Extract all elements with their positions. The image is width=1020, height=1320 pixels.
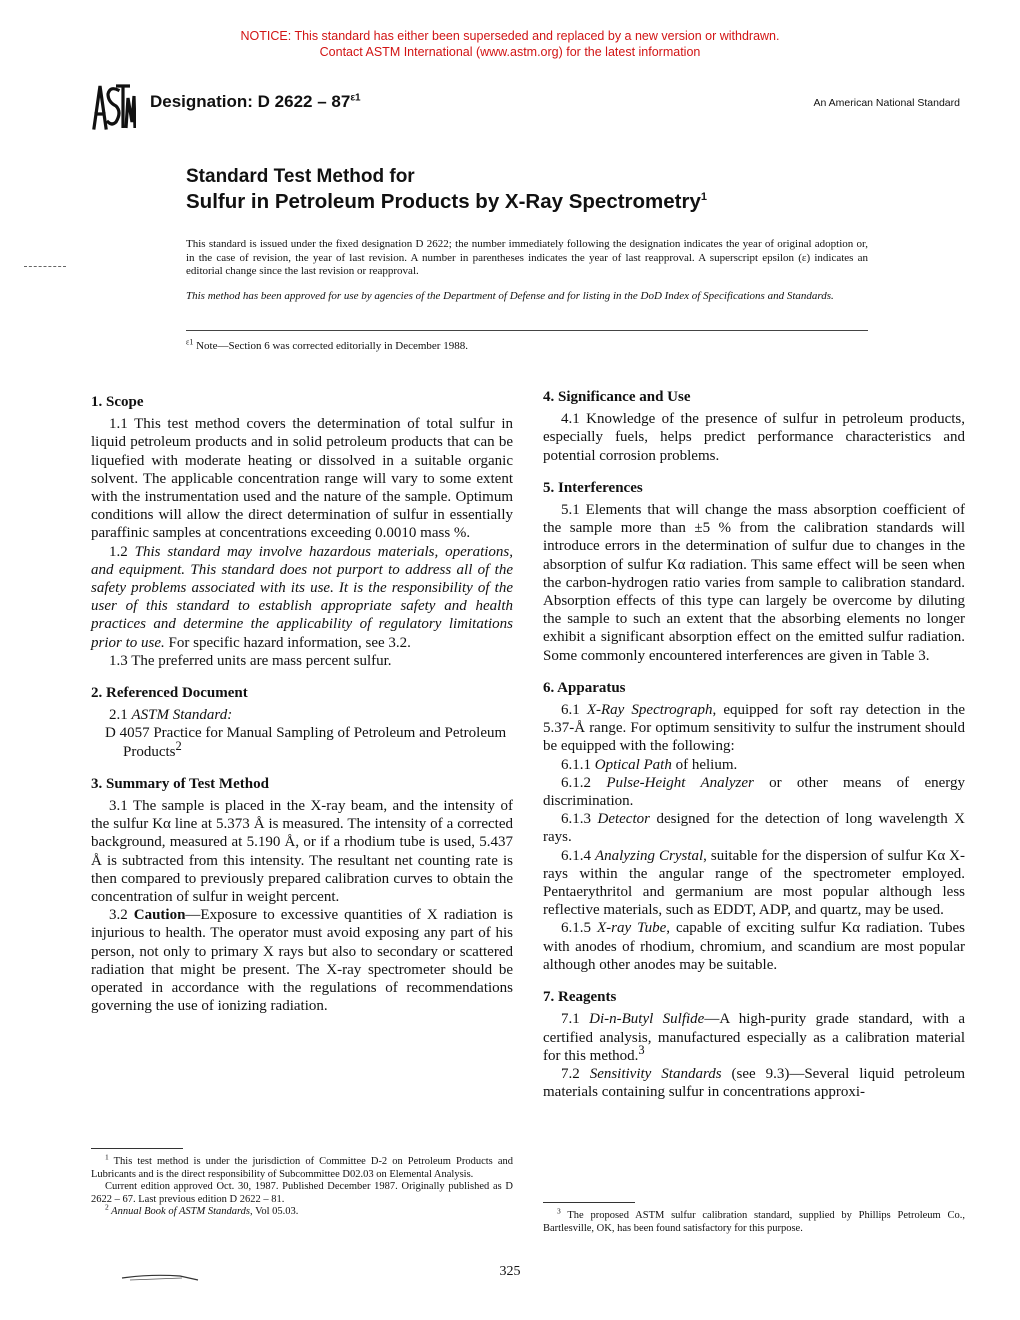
footnote-3-mark: 3 xyxy=(557,1206,561,1216)
american-national-standard-label: An American National Standard xyxy=(813,97,960,109)
footnote-1-text: This test method is under the jurisdiction of Committee D-2 on Petroleum Products and Lubricants and is the direct responsibility of Subcommittee D02.03 on Elemental Analysis. xyxy=(91,1156,513,1180)
right-column xyxy=(543,388,965,1101)
note-epsilon: ε1 xyxy=(186,337,194,347)
para-6-1-2 xyxy=(543,774,965,810)
para-2-1 xyxy=(91,706,513,724)
para-6-1-3-num: 6.1.3 xyxy=(561,811,598,828)
para-6-1-1 xyxy=(543,756,965,774)
title-footnote-mark: 1 xyxy=(700,191,708,204)
para-3-2-text: —Exposure to excessive quantities of X radiation is injurious to health. The operator must avoid exposing any part of his person, not only to primary X rays but also to secondary or scattered radiation that might be present. The X-ray spectrometer should be operated in accordance with the regulations of recommendations governing the use of ionizing radiation. xyxy=(91,907,514,1015)
section-3-heading: 3. Summary of Test Method xyxy=(91,775,269,792)
issuance-statement: This standard is issued under the fixed designation D 2622; the number immediately following the designation indicates the year of original adoption or, in the case of revision, the year of last revision. A number in parentheses indicates the year of last reapproval. A superscript epsilon (ε) indicates an editorial change since the last revision or reapproval. xyxy=(186,238,868,277)
para-6-1-1-italic: Optical Path xyxy=(594,756,672,773)
para-1-1: 1.1 This test method covers the determination of total sulfur in liquid petroleum products and in solid petroleum products that can be liquefied with moderate heating or dissolved in a suitable organic solvent. The applicable concentration range will vary to some extent with the instrumentation used and the nature of the sample. Optimum conditions will allow the direct determination of sulfur in essentially paraffinic samples at concentrations exceeding 0.0010 mass %. xyxy=(91,416,513,542)
title-line-2-text: Sulfur in Petroleum Products by X-Ray Spectrometry xyxy=(186,190,701,213)
designation-superscript: ε1 xyxy=(350,92,361,104)
para-6-1-4-text: , suitable for the dispersion of sulfur Kα X-rays within the angular range of the spectrometer employed. Pentaerythritol and germanium are most popular although less reflective materials, such as EDDT, ADP, and quartz, may be used. xyxy=(543,847,966,919)
section-6-heading: 6. Apparatus xyxy=(543,679,626,696)
reference-d4057 xyxy=(91,724,513,760)
title-line-1: Standard Test Method for xyxy=(186,166,415,187)
para-6-1-5 xyxy=(543,919,965,974)
divider xyxy=(186,330,868,331)
footnotes-left xyxy=(91,1152,513,1219)
footnote-1-mark: 1 xyxy=(105,1152,109,1162)
editorial-note xyxy=(186,337,868,352)
para-7-2-text: (see 9.3)—Several liquid petroleum materials containing sulfur in concentrations approxi- xyxy=(543,1065,965,1101)
para-6-1-4-italic: Analyzing Crystal xyxy=(595,847,704,864)
footnote-rule-left xyxy=(91,1148,183,1149)
para-3-2 xyxy=(91,906,513,1015)
footnote-2-mark: 2 xyxy=(105,1202,109,1212)
notice-line-1: NOTICE: This standard has either been superseded and replaced by a new version or withdrawn. xyxy=(240,29,780,43)
para-7-1-text: —A high-purity grade standard, with a certified analysis, manufactured especially as a calibration material for this method. xyxy=(543,1011,965,1064)
section-1-heading: 1. Scope xyxy=(91,394,144,410)
para-6-1-2-num: 6.1.2 xyxy=(561,774,607,791)
notice-line-2: Contact ASTM International (www.astm.org) for the latest information xyxy=(319,45,701,59)
section-5-heading: 5. Interferences xyxy=(543,479,643,496)
footnotes-right xyxy=(543,1206,965,1235)
para-6-1-4 xyxy=(543,847,965,920)
section-7-heading: 7. Reagents xyxy=(543,989,617,1006)
para-6-1-5-italic: X-ray Tube xyxy=(596,920,667,937)
footnote-2-italic: Annual Book of ASTM Standards xyxy=(108,1206,251,1217)
para-7-1 xyxy=(543,1010,965,1065)
para-3-1: 3.1 The sample is placed in the X-ray beam, and the intensity of the sulfur Kα line at 5.373 Å is measured. The intensity of a corrected background, measured at 5.190 Å, or if a rhodium tube is used, 5.437 Å is subtracted from this intensity. The resultant net counting rate is then compared to previously prepared calibration curves to obtain the concentration of sulfur in weight percent. xyxy=(91,798,513,906)
section-4-heading: 4. Significance and Use xyxy=(543,389,691,405)
para-1-2-italic: This standard may involve hazardous materials, operations, and equipment. This standard does not purport to address all of the safety problems associated with its use. It is the responsibility of the user of this standard to establish appropriate safety and health practices and determine the applicability of regulatory limitations prior to use. xyxy=(91,543,513,651)
para-6-1-text: , equipped for soft ray detection in the 5.37-Å range. For optimum sensitivity to sulfur the instrument should be equipped with the following: xyxy=(543,702,965,755)
section-2-heading: 2. Referenced Document xyxy=(91,685,248,702)
left-column xyxy=(91,393,513,1016)
footnote-3-text: The proposed ASTM sulfur calibration standard, supplied by Phillips Petroleum Co., Bartlesville, OK, has been found satisfactory for this purpose. xyxy=(543,1210,965,1234)
designation xyxy=(150,92,361,112)
para-6-1 xyxy=(543,701,965,756)
para-7-2-italic: Sensitivity Standards xyxy=(589,1065,722,1082)
dod-approval-statement: This method has been approved for use by agencies of the Department of Defense and for listing in the DoD Index of Specifications and Standards. xyxy=(186,290,834,302)
para-4-1: 4.1 Knowledge of the presence of sulfur in petroleum products, especially fuels, helps predict performance characteristics and potential corrosion problems. xyxy=(543,411,965,464)
para-7-2 xyxy=(543,1065,965,1101)
footnote-2-tail: , Vol 05.03. xyxy=(250,1206,299,1217)
designation-text: Designation: D 2622 – 87 xyxy=(150,92,351,111)
para-6-1-num: 6.1 xyxy=(561,702,587,719)
para-6-1-5-text: , capable of exciting sulfur Kα radiation. Tubes with anodes of rhodium, chromium, and scandium are most popular although other anodes may be suitable. xyxy=(543,920,965,973)
para-7-1-italic: Di-n-Butyl Sulfide xyxy=(589,1011,705,1028)
para-7-2-num: 7.2 xyxy=(561,1065,590,1082)
para-6-1-3 xyxy=(543,810,965,846)
para-5-1: 5.1 Elements that will change the mass absorption coefficient of the sample more than ±5 % from the calibration standards will introduce errors in the determination of sulfur due to changes in the absorption of sulfur Kα radiation. This same effect will be seen when the carbon-hydrogen ratio varies from sample to calibration standard. Absorption effects of this type can largely be overcome by diluting the sample to such an extent that the absorbing elements no longer exhibit a significant absorption effect on the emitted sulfur radiation. Some commonly encountered interferences are given in Table 3. xyxy=(543,502,965,664)
para-1-3: 1.3 The preferred units are mass percent sulfur. xyxy=(109,652,392,669)
document-title xyxy=(186,164,707,215)
footnote-1 xyxy=(91,1152,513,1181)
caution-label: Caution xyxy=(133,907,186,924)
scan-artifact xyxy=(24,266,66,271)
para-6-1-italic: X-Ray Spectrograph xyxy=(586,702,713,719)
para-6-1-5-num: 6.1.5 xyxy=(561,920,597,937)
para-6-1-4-num: 6.1.4 xyxy=(561,847,595,864)
footnote-3 xyxy=(543,1206,965,1235)
footnote-rule-right xyxy=(543,1202,635,1203)
para-2-1-num: 2.1 xyxy=(109,707,132,724)
title-line-2 xyxy=(186,189,707,215)
notice-banner xyxy=(0,28,1020,60)
reference-footnote-mark: 2 xyxy=(175,738,182,753)
para-6-1-3-italic: Detector xyxy=(597,811,650,828)
astm-logo-icon xyxy=(90,82,136,130)
para-6-1-1-text: of helium. xyxy=(671,756,738,773)
footnote-1-edition: Current edition approved Oct. 30, 1987. Published December 1987. Originally published as D 2622 – 67. Last previous edition D 2622 – 81. xyxy=(91,1181,513,1205)
para-6-1-1-num: 6.1.1 xyxy=(561,756,595,773)
para-6-1-3-text: designed for the detection of long wavelength X rays. xyxy=(543,811,966,846)
para-1-2-tail: For specific hazard information, see 3.2. xyxy=(164,634,411,651)
footnote-2 xyxy=(91,1202,513,1219)
note-text: Note—Section 6 was corrected editorially in December 1988. xyxy=(193,340,468,352)
para-1-2 xyxy=(91,543,513,652)
para-2-1-italic: ASTM Standard: xyxy=(131,707,233,724)
para-1-2-num: 1.2 xyxy=(109,543,135,560)
reference-text: D 4057 Practice for Manual Sampling of Petroleum and Petroleum Products xyxy=(105,725,507,760)
para-6-1-2-italic: Pulse-Height Analyzer xyxy=(606,774,754,791)
para-6-1-2-text: or other means of energy discrimination. xyxy=(543,774,966,810)
para-7-1-num: 7.1 xyxy=(561,1011,590,1028)
para-7-1-footnote-mark: 3 xyxy=(638,1042,645,1057)
para-3-2-num: 3.2 xyxy=(109,907,134,924)
page-number: 325 xyxy=(499,1264,521,1279)
